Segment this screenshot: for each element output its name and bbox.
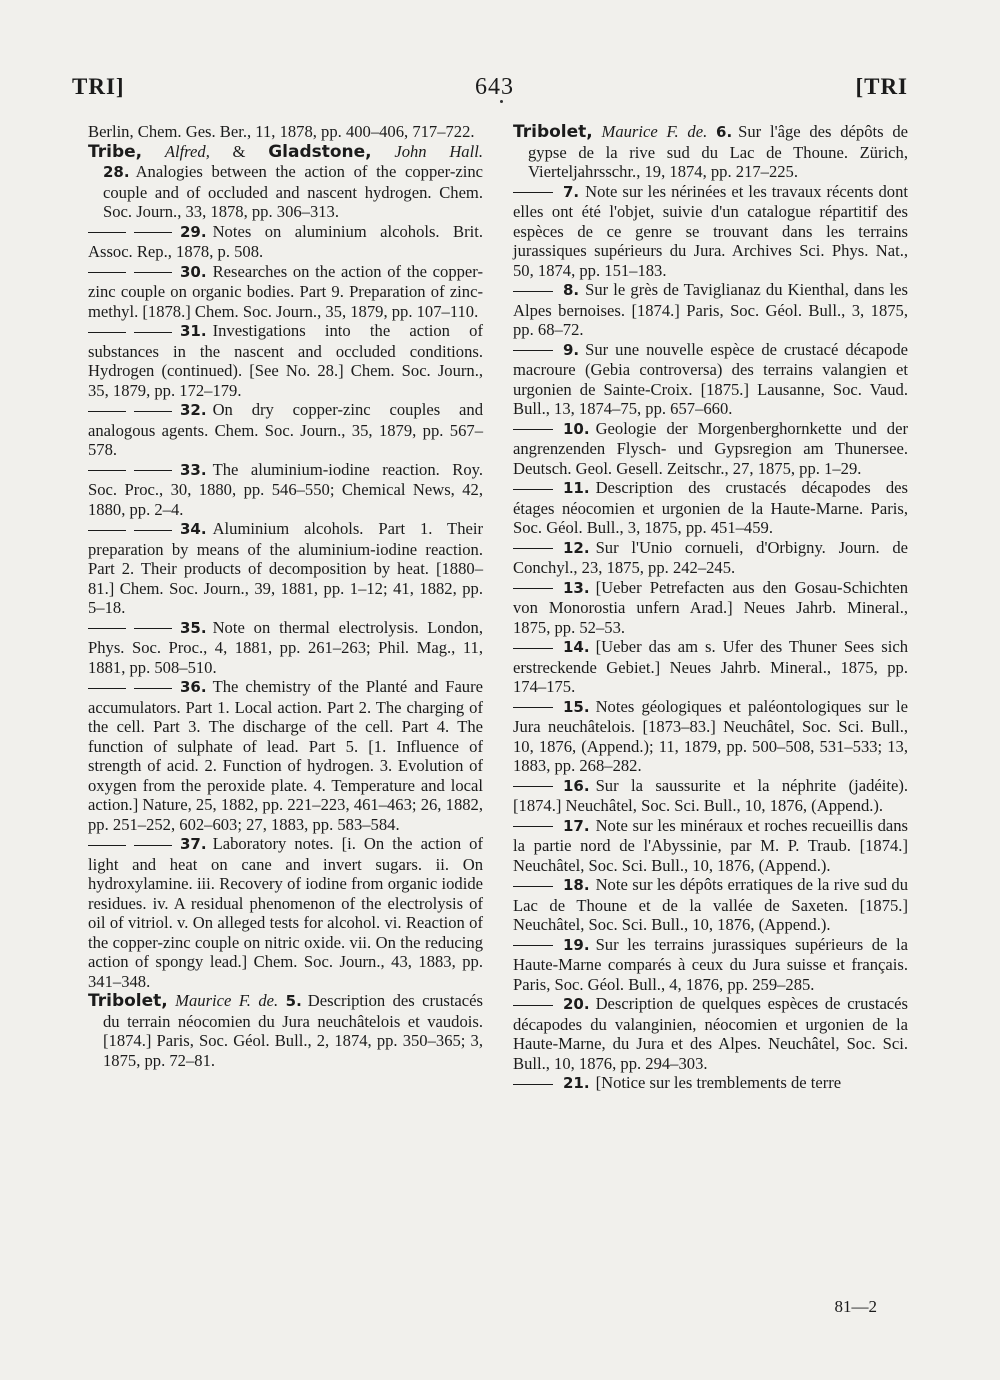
entry-text: Sur l'Unio cornueli, d'Orbigny. Journ. de Conchyl., 23, 1875, pp. 242–245. — [513, 537, 908, 577]
bibliography-entry — [513, 122, 908, 182]
entry-text: Sur l'âge des dépôts de gypse de la rive sud du Lac de Thoune. Zürich, Vierteljahrsschr., 19, 1874, pp. 217–225. — [528, 122, 909, 181]
entry-number: 31. — [180, 322, 207, 340]
entry-text: [Notice sur les tremblements de terre — [595, 1073, 842, 1092]
author-surname: Tribolet, — [88, 991, 168, 1011]
entry-text: Sur la saussurite et la néphrite (jadéite). [1874.] Neuchâtel, Soc. Sci. Bull., 10, 1876, (Append.). — [513, 775, 908, 815]
bibliography-entry — [88, 400, 483, 460]
author-joiner: & — [209, 141, 269, 161]
bibliography-entry — [88, 460, 483, 520]
entry-text: Note sur les minéraux et roches recueillis dans la partie nord de l'Abyssinie, par M. P. Traub. [1874.] Neuchâtel, Soc. Sci. Bull., 10, 1876, (Append.). — [513, 815, 908, 875]
bibliography-entry — [88, 618, 483, 678]
ditto-rule — [88, 332, 126, 333]
bibliography-entry — [513, 280, 908, 340]
bibliography-entry — [513, 875, 908, 935]
bibliography-entry — [88, 262, 483, 322]
bibliography-entry — [513, 578, 908, 638]
ditto-rule — [134, 688, 172, 689]
entry-number: 8. — [563, 281, 580, 299]
bibliography-entry — [513, 1073, 908, 1094]
bibliography-entry — [513, 994, 908, 1073]
entry-number: 19. — [563, 935, 590, 954]
bibliography-entry — [513, 182, 908, 281]
entry-number: 5. — [285, 992, 302, 1010]
entry-number: 14. — [563, 638, 590, 656]
ditto-rule — [88, 272, 126, 273]
ditto-rule — [88, 470, 126, 471]
entry-number: 30. — [180, 262, 207, 281]
running-head-right: [TRI — [855, 74, 908, 99]
entry-text: Laboratory notes. [i. On the action of light and heat on cane and invert sugars. ii. On hydroxylamine. iii. Recovery of iodine from organic iodide residues. iv. A residual phenomenon of the electrolysis of oil of vitriol. v. On alleged tests for alcohol. vi. Reaction of the copper-zinc couple on nitric oxide. vii. On the reducing action of spongy lead.] Chem. Soc. Journ., 43, 1883, pp. 341–348. — [88, 834, 483, 991]
entry-text: Geologie der Morgenberghornkette und der angrenzenden Flysch- und Gypsregion am Thunersee. Deutsch. Geol. Gesell. Zeitschr., 27, 1875, pp. 1–29. — [513, 418, 908, 478]
entry-text: Analogies between the action of the copper-zinc couple and of occluded and nascent hydrogen. Chem. Soc. Journ., 33, 1878, pp. 306–313. — [103, 162, 483, 221]
ditto-rule — [134, 272, 172, 273]
entry-number: 15. — [563, 697, 590, 716]
ditto-rule — [513, 588, 553, 589]
bibliography-entry — [88, 321, 483, 400]
entry-text: Investigations into the action of substances in the nascent and occluded conditions. Hydrogen (continued). [See No. 28.] Chem. Soc. Journ., 35, 1879, pp. 172–179. — [88, 321, 483, 400]
ditto-rule — [88, 688, 126, 689]
bibliography-entry — [513, 478, 908, 538]
bibliography-entry — [88, 991, 483, 1070]
entry-number: 37. — [180, 835, 207, 853]
ditto-rule — [134, 232, 172, 233]
right-column — [513, 122, 908, 1094]
entry-text: Berlin, Chem. Ges. Ber., 11, 1878, pp. 400–406, 717–722. — [88, 122, 475, 141]
bibliography-entry — [88, 142, 483, 222]
ditto-rule — [513, 1084, 553, 1085]
ditto-rule — [513, 786, 553, 787]
bibliography-entry — [88, 122, 483, 142]
entry-text: Researches on the action of the copper-zinc couple on organic bodies. Part 9. Preparation of zinc-methyl. [1878.] Chem. Soc. Journ., 35, 1879, pp. 107–110. — [88, 261, 483, 321]
bibliography-entry — [88, 222, 483, 262]
ditto-rule — [134, 530, 172, 531]
entry-text: Sur le grès de Taviglianaz du Kienthal, dans les Alpes bernoises. [1874.] Paris, Soc. Géol. Bull., 3, 1875, pp. 68–72. — [513, 280, 908, 339]
bibliography-entry — [513, 776, 908, 816]
entry-text: Notes on aluminium alcohols. Brit. Assoc. Rep., 1878, p. 508. — [88, 221, 483, 261]
entry-number: 11. — [563, 479, 590, 497]
ditto-rule — [513, 945, 553, 946]
ditto-rule — [513, 1005, 553, 1006]
bibliography-entry — [88, 834, 483, 991]
print-speck — [500, 100, 503, 103]
entry-number: 18. — [563, 876, 590, 894]
ditto-rule — [88, 628, 126, 629]
author-surname: Tribolet, — [513, 122, 593, 142]
entry-number: 10. — [563, 419, 590, 438]
ditto-rule — [513, 648, 553, 649]
entry-number: 32. — [180, 401, 207, 419]
ditto-rule — [513, 489, 553, 490]
bibliography-entry — [513, 816, 908, 876]
ditto-rule — [513, 192, 553, 193]
entry-text: The chemistry of the Planté and Faure accumulators. Part 1. Local action. Part 2. The charging of the cell. Part 3. The discharge of the cell. Part 4. The function of sulphate of lead. Part 5. [1. Influence of strength of acid. 2. Function of hydrogen. 3. Evolution of oxygen from the peroxide plate. 4. Temperature and local action.] Nature, 25, 1882, pp. 221–223, 461–463; 26, 1882, pp. 251–252, 602–603; 27, 1883, pp. 583–584. — [88, 677, 483, 834]
entry-text: Note sur les dépôts erratiques de la rive sud du Lac de Thoune et de la vallée de Saxeten. [1875.] Neuchâtel, Soc. Sci. Bull., 10, 1876, (Append.). — [513, 875, 908, 934]
entry-number: 34. — [180, 520, 207, 538]
author-given-names: Maurice F. de. — [601, 122, 708, 141]
bibliography-entry — [513, 538, 908, 578]
entry-number: 29. — [180, 222, 207, 241]
author-given-names: Maurice F. de. — [175, 991, 279, 1010]
left-column — [88, 122, 483, 1070]
ditto-rule — [88, 530, 126, 531]
entry-number: 6. — [716, 123, 733, 141]
ditto-rule — [513, 350, 553, 351]
ditto-rule — [88, 232, 126, 233]
entry-number: 17. — [563, 816, 590, 835]
entry-number: 20. — [563, 995, 590, 1013]
entry-number: 28. — [103, 163, 130, 181]
ditto-rule — [513, 707, 553, 708]
entry-text: [Ueber Petrefacten aus den Gosau-Schichten von Monorostia unfern Arad.] Neues Jahrb. Mineral., 1875, pp. 52–53. — [513, 577, 908, 637]
ditto-rule — [88, 845, 126, 846]
ditto-rule — [513, 291, 553, 292]
bibliography-entry — [513, 637, 908, 697]
signature-mark: 81—2 — [834, 1297, 877, 1316]
entry-number: 35. — [180, 618, 207, 637]
author-surname: Gladstone, — [268, 141, 372, 162]
ditto-rule — [134, 470, 172, 471]
entry-number: 33. — [180, 460, 207, 479]
ditto-rule — [134, 332, 172, 333]
entry-text: Description de quelques espèces de crustacés décapodes du valanginien, néocomien et urgonien de la Haute-Marne, du Jura et des Alpes. Neuchâtel, Soc. Sci. Bull., 10, 1876, pp. 294–303. — [513, 994, 908, 1073]
ditto-rule — [513, 548, 553, 549]
bibliography-entry — [513, 935, 908, 995]
entry-text: Sur les terrains jurassiques supérieurs de la Haute-Marne comparés à ceux du Jura suisse et français. Paris, Soc. Géol. Bull., 4, 1876, pp. 259–285. — [513, 934, 908, 994]
entry-text: Note on thermal electrolysis. London, Phys. Soc. Proc., 4, 1881, pp. 261–263; Phil. Mag., 11, 1881, pp. 508–510. — [88, 617, 483, 677]
ditto-rule — [513, 429, 553, 430]
entry-number: 7. — [563, 182, 580, 201]
entry-text: Description des crustacés du terrain néocomien du Jura neuchâtelois et vaudois. [1874.] Paris, Soc. Géol. Bull., 2, 1874, pp. 350–365; 3, 1875, pp. 72–81. — [103, 991, 483, 1070]
running-head-left: TRI] — [72, 74, 125, 99]
bibliography-entry — [88, 519, 483, 618]
page-number: 643 — [475, 74, 514, 100]
entry-text: Sur une nouvelle espèce de crustacé décapode macroure (Gebia controversa) des terrains valangien et urgonien de Sainte-Croix. [1875.] Lausanne, Soc. Vaud. Bull., 13, 1874–75, pp. 657–660. — [513, 339, 908, 418]
entry-text: [Ueber das am s. Ufer des Thuner Sees sich erstreckende Gebiet.] Neues Jahrb. Mineral., 1875, pp. 174–175. — [513, 637, 908, 696]
entry-number: 9. — [563, 340, 580, 359]
entry-number: 12. — [563, 538, 590, 557]
bibliography-entry — [513, 697, 908, 776]
author-given-names: Alfred, — [164, 141, 210, 161]
bibliography-entry — [513, 340, 908, 419]
entry-number: 13. — [563, 578, 590, 597]
bibliography-entry — [88, 677, 483, 834]
bibliography-entry — [513, 419, 908, 479]
ditto-rule — [134, 845, 172, 846]
author-given-names: John Hall. — [394, 141, 483, 161]
author-surname: Tribe, — [88, 141, 143, 162]
entry-text: Note sur les nérinées et les travaux récents dont elles ont été l'objet, suivie d'un catalogue répartitif des espèces de ce genre se trouvant dans les terrains jurassiques supérieurs du Jura. Archives Sci. Phys. Nat., 50, 1874, pp. 151–183. — [513, 181, 908, 280]
entry-number: 36. — [180, 678, 207, 696]
ditto-rule — [134, 628, 172, 629]
entry-number: 16. — [563, 776, 590, 795]
entry-text: Aluminium alcohols. Part 1. Their preparation by means of the aluminium-iodine reaction. Part 2. Their products of decomposition by heat. [1880–81.] Chem. Soc. Journ., 39, 1881, pp. 1–12; 41, 1882, pp. 5–18. — [88, 519, 483, 617]
entry-text: The aluminium-iodine reaction. Roy. Soc. Proc., 30, 1880, pp. 546–550; Chemical News, 42, 1880, pp. 2–4. — [88, 459, 483, 519]
ditto-rule — [513, 886, 553, 887]
entry-number: 21. — [563, 1074, 590, 1092]
entry-text: Description des crustacés décapodes des étages néocomien et urgonien de la Haute-Marne. Paris, Soc. Géol. Bull., 3, 1875, pp. 451–459. — [513, 478, 908, 537]
ditto-rule — [513, 826, 553, 827]
entry-text: Notes géologiques et paléontologiques sur le Jura neuchâtelois. [1873–83.] Neuchâtel, Soc. Sci. Bull., 10, 1876, (Append.); 11, 1879, pp. 500–508, 531–533; 13, 1883, pp. 268–282. — [513, 696, 908, 775]
ditto-rule — [134, 411, 172, 412]
entry-text: On dry copper-zinc couples and analogous agents. Chem. Soc. Journ., 35, 1879, pp. 567–578. — [88, 400, 483, 459]
ditto-rule — [88, 411, 126, 412]
